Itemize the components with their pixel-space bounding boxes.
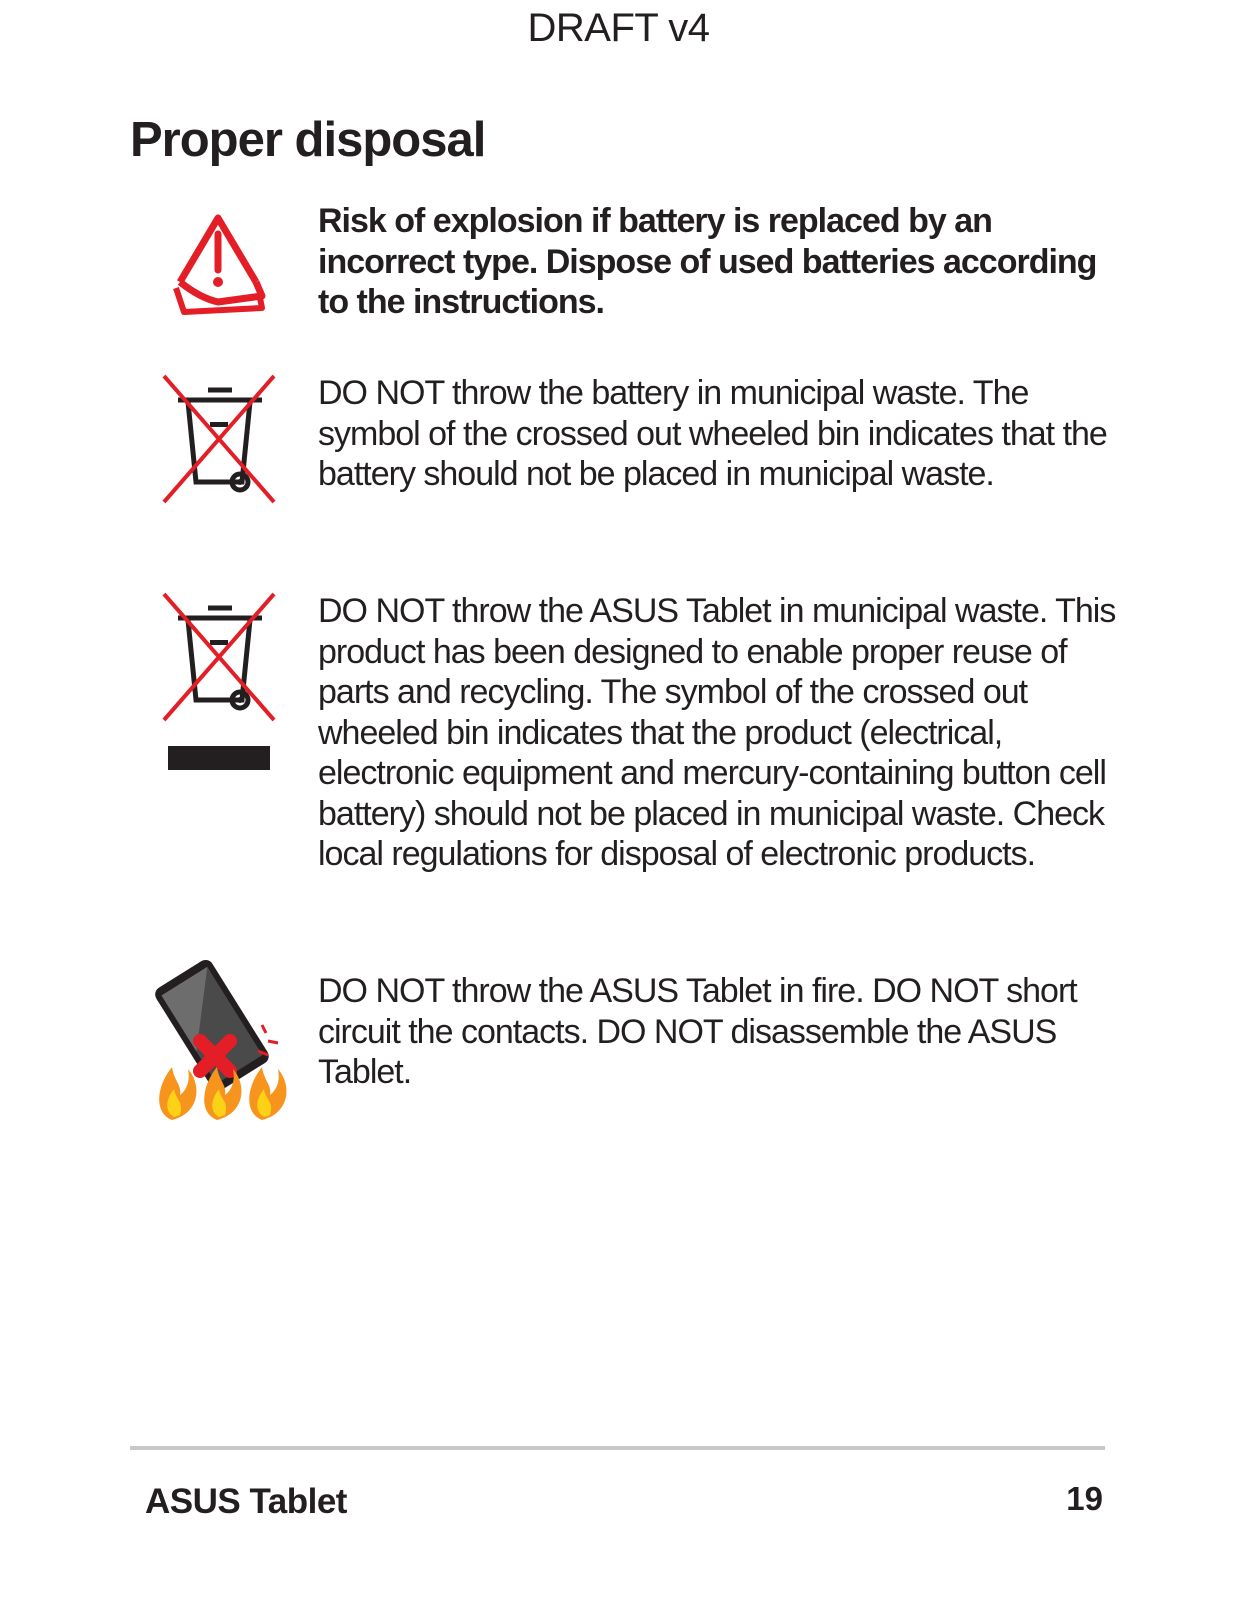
footer-divider	[130, 1446, 1105, 1450]
footer-product-name: ASUS Tablet	[145, 1482, 347, 1521]
crossed-out-wheeled-bin-with-bar-icon	[160, 590, 280, 774]
page-title: Proper disposal	[130, 113, 486, 167]
crossed-out-wheeled-bin-icon	[160, 372, 280, 506]
notice-tablet-fire: DO NOT throw the ASUS Tablet in fire. DO NOT short circuit the contacts. DO NOT disassemble the ASUS Tablet.	[318, 972, 1077, 1091]
tablet-in-fire-icon	[150, 955, 290, 1125]
warning-triangle-icon	[170, 210, 270, 322]
notice-tablet-municipal-waste: DO NOT throw the ASUS Tablet in municipal waste. This product has been designed to enable proper reuse of parts and recycling. The symbol of the crossed out wheeled bin indicates that the product (electrical, electronic equipment and mercury-containing button cell battery) should not be placed in municipal waste. Check local regulations for disposal of electronic products.	[318, 592, 1116, 873]
notice-battery-explosion: Risk of explosion if battery is replaced by an incorrect type. Dispose of used batteries according to the instructions.	[318, 202, 1097, 321]
notice-battery-municipal-waste: DO NOT throw the battery in municipal waste. The symbol of the crossed out wheeled bin indicates that the battery should not be placed in municipal waste.	[318, 374, 1107, 493]
draft-label: DRAFT v4	[527, 6, 710, 50]
page-number: 19	[1066, 1480, 1103, 1517]
